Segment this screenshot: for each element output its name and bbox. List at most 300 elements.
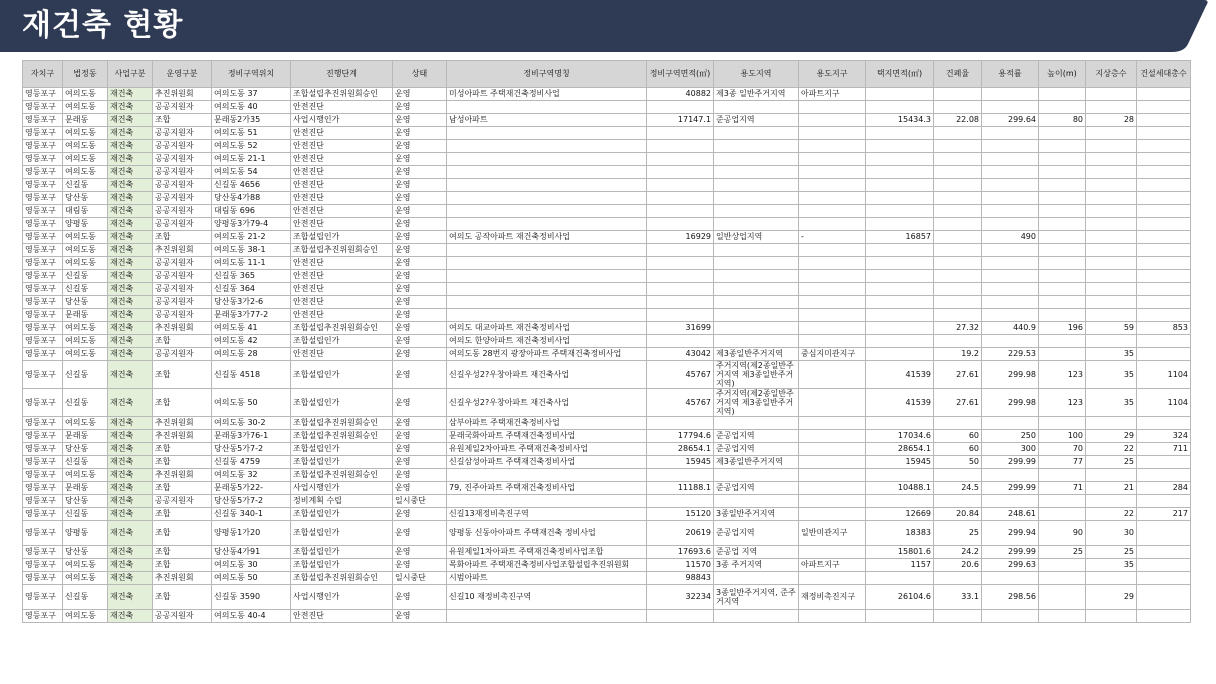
table-cell-legal-dong: 여의도동 xyxy=(63,559,108,572)
table-cell-use-zone: 제3종일반주거지역 xyxy=(714,348,799,361)
table-cell-coverage-ratio: 27.61 xyxy=(934,389,982,417)
table-cell-site-area xyxy=(866,572,934,585)
table-cell-zone-location: 여의도동 50 xyxy=(212,389,291,417)
table-row xyxy=(23,153,1191,166)
table-cell-legal-dong: 신길동 xyxy=(63,456,108,469)
table-cell-total-units xyxy=(1137,521,1191,546)
table-cell-total-units xyxy=(1137,205,1191,218)
table-cell-floors xyxy=(1086,231,1137,244)
table-cell-project-type: 재건축 xyxy=(108,430,153,443)
table-cell-legal-dong: 양평동 xyxy=(63,521,108,546)
table-cell-coverage-ratio xyxy=(934,257,982,270)
table-cell-zone-area xyxy=(647,469,714,482)
table-cell-floor-area-ratio: 250 xyxy=(982,430,1039,443)
table-cell-operation-type: 조합 xyxy=(153,456,212,469)
table-cell-floors xyxy=(1086,192,1137,205)
table-cell-zone-name: 양평동 신동아아파트 주택재건축 정비사업 xyxy=(447,521,647,546)
table-cell-use-district xyxy=(799,572,866,585)
table-cell-site-area xyxy=(866,166,934,179)
table-cell-use-district: 일반미관지구 xyxy=(799,521,866,546)
table-cell-coverage-ratio xyxy=(934,495,982,508)
table-cell-progress-stage: 안전진단 xyxy=(291,127,393,140)
column-header-zone-area: 정비구역면적(㎡) xyxy=(647,61,714,88)
table-cell-total-units xyxy=(1137,127,1191,140)
table-cell-floors xyxy=(1086,283,1137,296)
table-cell-zone-name xyxy=(447,469,647,482)
column-header-status: 상태 xyxy=(393,61,447,88)
table-row xyxy=(23,88,1191,101)
table-row xyxy=(23,231,1191,244)
table-cell-use-zone xyxy=(714,101,799,114)
table-cell-district: 영등포구 xyxy=(23,361,63,389)
table-cell-district: 영등포구 xyxy=(23,283,63,296)
table-cell-total-units xyxy=(1137,101,1191,114)
table-cell-project-type: 재건축 xyxy=(108,231,153,244)
table-cell-zone-location: 여의도동 21-2 xyxy=(212,231,291,244)
table-cell-legal-dong: 신길동 xyxy=(63,585,108,610)
table-cell-status: 운영 xyxy=(393,482,447,495)
table-row xyxy=(23,585,1191,610)
table-cell-use-zone xyxy=(714,127,799,140)
table-cell-use-zone xyxy=(714,270,799,283)
table-cell-progress-stage: 조합설립추진위원회승인 xyxy=(291,430,393,443)
table-cell-progress-stage: 안전진단 xyxy=(291,218,393,231)
table-cell-zone-area: 11570 xyxy=(647,559,714,572)
table-cell-progress-stage: 안전진단 xyxy=(291,101,393,114)
table-cell-zone-location: 여의도동 37 xyxy=(212,88,291,101)
table-cell-zone-location: 당산동4가88 xyxy=(212,192,291,205)
table-cell-use-district xyxy=(799,456,866,469)
table-cell-floors: 22 xyxy=(1086,508,1137,521)
table-cell-operation-type: 공공지원자 xyxy=(153,296,212,309)
table-cell-operation-type: 공공지원자 xyxy=(153,257,212,270)
table-cell-total-units xyxy=(1137,244,1191,257)
table-cell-zone-area: 15120 xyxy=(647,508,714,521)
table-cell-district: 영등포구 xyxy=(23,296,63,309)
table-cell-zone-location: 문래동5가22- xyxy=(212,482,291,495)
table-cell-project-type: 재건축 xyxy=(108,283,153,296)
table-cell-use-district xyxy=(799,443,866,456)
table-cell-progress-stage: 조합설립추진위원회승인 xyxy=(291,572,393,585)
table-cell-coverage-ratio xyxy=(934,244,982,257)
table-cell-zone-location: 여의도동 21-1 xyxy=(212,153,291,166)
table-cell-zone-location: 신길동 365 xyxy=(212,270,291,283)
table-row xyxy=(23,296,1191,309)
table-cell-use-zone xyxy=(714,572,799,585)
table-cell-progress-stage: 조합설립추진위원회승인 xyxy=(291,417,393,430)
table-cell-floor-area-ratio xyxy=(982,270,1039,283)
table-cell-use-zone: 제3종 일반주거지역 xyxy=(714,88,799,101)
table-cell-site-area: 10488.1 xyxy=(866,482,934,495)
table-cell-height xyxy=(1039,296,1086,309)
table-cell-project-type: 재건축 xyxy=(108,101,153,114)
table-cell-site-area xyxy=(866,469,934,482)
table-cell-zone-location: 신길동 364 xyxy=(212,283,291,296)
table-cell-floors: 59 xyxy=(1086,322,1137,335)
table-cell-use-zone xyxy=(714,205,799,218)
table-cell-legal-dong: 여의도동 xyxy=(63,572,108,585)
table-cell-floors xyxy=(1086,417,1137,430)
table-cell-floor-area-ratio xyxy=(982,469,1039,482)
table-cell-operation-type: 조합 xyxy=(153,482,212,495)
table-cell-zone-name xyxy=(447,283,647,296)
table-cell-use-zone xyxy=(714,218,799,231)
table-cell-height: 100 xyxy=(1039,430,1086,443)
table-cell-height xyxy=(1039,101,1086,114)
table-cell-district: 영등포구 xyxy=(23,389,63,417)
table-cell-project-type: 재건축 xyxy=(108,443,153,456)
table-cell-zone-name xyxy=(447,166,647,179)
table-cell-total-units xyxy=(1137,88,1191,101)
table-cell-progress-stage: 안전진단 xyxy=(291,257,393,270)
table-cell-height: 25 xyxy=(1039,546,1086,559)
table-cell-status: 운영 xyxy=(393,231,447,244)
table-cell-use-zone xyxy=(714,610,799,623)
table-cell-total-units xyxy=(1137,469,1191,482)
table-cell-use-district xyxy=(799,309,866,322)
table-cell-project-type: 재건축 xyxy=(108,521,153,546)
table-cell-status: 운영 xyxy=(393,244,447,257)
table-cell-height xyxy=(1039,572,1086,585)
table-cell-total-units xyxy=(1137,218,1191,231)
table-cell-district: 영등포구 xyxy=(23,335,63,348)
table-cell-total-units xyxy=(1137,296,1191,309)
table-row xyxy=(23,559,1191,572)
table-cell-coverage-ratio xyxy=(934,335,982,348)
table-cell-district: 영등포구 xyxy=(23,443,63,456)
table-cell-project-type: 재건축 xyxy=(108,153,153,166)
table-cell-zone-location: 여의도동 51 xyxy=(212,127,291,140)
table-cell-use-district xyxy=(799,270,866,283)
table-cell-zone-area: 11188.1 xyxy=(647,482,714,495)
table-cell-use-district xyxy=(799,469,866,482)
table-cell-floors: 29 xyxy=(1086,430,1137,443)
table-cell-use-district: - xyxy=(799,231,866,244)
table-cell-use-district xyxy=(799,322,866,335)
column-header-site-area: 택지면적(㎡) xyxy=(866,61,934,88)
table-cell-status: 운영 xyxy=(393,361,447,389)
table-cell-site-area: 28654.1 xyxy=(866,443,934,456)
table-cell-floors: 35 xyxy=(1086,361,1137,389)
table-cell-floor-area-ratio: 299.99 xyxy=(982,546,1039,559)
table-cell-status: 운영 xyxy=(393,205,447,218)
table-cell-total-units: 711 xyxy=(1137,443,1191,456)
table-cell-operation-type: 공공지원자 xyxy=(153,270,212,283)
table-cell-zone-area: 98843 xyxy=(647,572,714,585)
table-cell-use-zone xyxy=(714,296,799,309)
table-cell-operation-type: 공공지원자 xyxy=(153,309,212,322)
table-cell-site-area xyxy=(866,495,934,508)
table-cell-zone-location: 당산동5가7-2 xyxy=(212,495,291,508)
table-cell-use-district xyxy=(799,610,866,623)
table-row xyxy=(23,482,1191,495)
table-cell-zone-name: 삼부아파트 주택재건축정비사업 xyxy=(447,417,647,430)
table-cell-floor-area-ratio xyxy=(982,309,1039,322)
table-cell-height xyxy=(1039,495,1086,508)
table-cell-site-area: 15434.3 xyxy=(866,114,934,127)
table-cell-operation-type: 조합 xyxy=(153,443,212,456)
table-cell-total-units xyxy=(1137,153,1191,166)
table-row xyxy=(23,179,1191,192)
table-cell-operation-type: 공공지원자 xyxy=(153,205,212,218)
table-cell-zone-name: 79, 진주아파트 주택재건축정비사업 xyxy=(447,482,647,495)
table-cell-legal-dong: 여의도동 xyxy=(63,610,108,623)
table-cell-progress-stage: 조합설립인가 xyxy=(291,443,393,456)
table-cell-site-area: 15801.6 xyxy=(866,546,934,559)
table-cell-height: 123 xyxy=(1039,361,1086,389)
table-cell-height xyxy=(1039,127,1086,140)
table-cell-zone-name: 미성아파트 주택재건축정비사업 xyxy=(447,88,647,101)
table-cell-site-area: 41539 xyxy=(866,389,934,417)
table-cell-project-type: 재건축 xyxy=(108,88,153,101)
table-cell-zone-name: 신길13재정비촉진구역 xyxy=(447,508,647,521)
table-cell-district: 영등포구 xyxy=(23,546,63,559)
table-cell-status: 운영 xyxy=(393,546,447,559)
table-cell-site-area: 1157 xyxy=(866,559,934,572)
table-cell-coverage-ratio: 60 xyxy=(934,430,982,443)
table-cell-coverage-ratio: 22.08 xyxy=(934,114,982,127)
table-cell-progress-stage: 조합설립인가 xyxy=(291,335,393,348)
table-cell-status: 운영 xyxy=(393,585,447,610)
table-cell-use-zone: 준공업지역 xyxy=(714,482,799,495)
table-cell-zone-area xyxy=(647,244,714,257)
table-cell-use-zone xyxy=(714,153,799,166)
table-cell-coverage-ratio xyxy=(934,166,982,179)
table-cell-coverage-ratio: 25 xyxy=(934,521,982,546)
table-cell-floors xyxy=(1086,127,1137,140)
table-cell-legal-dong: 여의도동 xyxy=(63,244,108,257)
table-cell-floors: 35 xyxy=(1086,559,1137,572)
table-cell-use-zone: 주거지역(제2종일반주거지역 제3종일반주거지역) xyxy=(714,361,799,389)
table-cell-operation-type: 추진위원회 xyxy=(153,244,212,257)
table-cell-use-district xyxy=(799,205,866,218)
table-cell-floor-area-ratio xyxy=(982,610,1039,623)
table-cell-use-zone xyxy=(714,322,799,335)
table-cell-zone-location: 당산동4가91 xyxy=(212,546,291,559)
table-cell-floor-area-ratio: 248.61 xyxy=(982,508,1039,521)
table-cell-district: 영등포구 xyxy=(23,218,63,231)
table-cell-zone-name: 유원제일1차아파트 주택재건축정비사업조합 xyxy=(447,546,647,559)
table-cell-floors: 35 xyxy=(1086,389,1137,417)
table-cell-total-units xyxy=(1137,456,1191,469)
table-cell-zone-location: 여의도동 30 xyxy=(212,559,291,572)
table-cell-district: 영등포구 xyxy=(23,88,63,101)
table-cell-project-type: 재건축 xyxy=(108,192,153,205)
table-cell-zone-name xyxy=(447,179,647,192)
table-cell-zone-location: 여의도동 52 xyxy=(212,140,291,153)
table-cell-height xyxy=(1039,335,1086,348)
table-cell-site-area xyxy=(866,205,934,218)
table-cell-operation-type: 조합 xyxy=(153,335,212,348)
table-cell-floor-area-ratio: 299.94 xyxy=(982,521,1039,546)
table-cell-zone-area xyxy=(647,127,714,140)
table-cell-project-type: 재건축 xyxy=(108,322,153,335)
table-cell-progress-stage: 사업시행인가 xyxy=(291,114,393,127)
table-cell-total-units xyxy=(1137,546,1191,559)
table-cell-site-area: 26104.6 xyxy=(866,585,934,610)
table-cell-use-district xyxy=(799,335,866,348)
table-cell-operation-type: 공공지원자 xyxy=(153,153,212,166)
table-cell-coverage-ratio xyxy=(934,469,982,482)
table-cell-height xyxy=(1039,88,1086,101)
table-cell-zone-name xyxy=(447,140,647,153)
table-cell-use-district: 중심지미관지구 xyxy=(799,348,866,361)
table-cell-project-type: 재건축 xyxy=(108,572,153,585)
table-cell-height xyxy=(1039,140,1086,153)
table-cell-floor-area-ratio: 299.99 xyxy=(982,482,1039,495)
table-cell-floors: 28 xyxy=(1086,114,1137,127)
table-cell-use-district xyxy=(799,153,866,166)
table-cell-zone-location: 여의도동 38-1 xyxy=(212,244,291,257)
table-cell-progress-stage: 안전진단 xyxy=(291,140,393,153)
table-cell-height xyxy=(1039,231,1086,244)
table-cell-floor-area-ratio xyxy=(982,495,1039,508)
table-cell-zone-area xyxy=(647,166,714,179)
table-cell-zone-name: 여의도 대교아파트 재건축정비사업 xyxy=(447,322,647,335)
table-cell-legal-dong: 신길동 xyxy=(63,283,108,296)
table-cell-legal-dong: 여의도동 xyxy=(63,127,108,140)
table-cell-zone-name: 신길10 재정비촉진구역 xyxy=(447,585,647,610)
table-cell-height xyxy=(1039,244,1086,257)
table-cell-floors xyxy=(1086,166,1137,179)
table-cell-operation-type: 추진위원회 xyxy=(153,322,212,335)
table-cell-project-type: 재건축 xyxy=(108,218,153,231)
table-cell-use-district xyxy=(799,430,866,443)
table-cell-floors xyxy=(1086,179,1137,192)
table-row xyxy=(23,430,1191,443)
table-cell-district: 영등포구 xyxy=(23,205,63,218)
table-cell-zone-location: 문래동3가76-1 xyxy=(212,430,291,443)
table-cell-project-type: 재건축 xyxy=(108,335,153,348)
table-cell-coverage-ratio xyxy=(934,270,982,283)
table-cell-operation-type: 공공지원자 xyxy=(153,179,212,192)
table-cell-project-type: 재건축 xyxy=(108,495,153,508)
table-cell-coverage-ratio xyxy=(934,283,982,296)
table-cell-total-units: 853 xyxy=(1137,322,1191,335)
table-cell-use-zone: 준공업지역 xyxy=(714,430,799,443)
table-row xyxy=(23,322,1191,335)
table-row xyxy=(23,361,1191,389)
table-cell-total-units xyxy=(1137,348,1191,361)
table-cell-district: 영등포구 xyxy=(23,585,63,610)
table-cell-zone-location: 양평동3가79-4 xyxy=(212,218,291,231)
table-cell-zone-location: 문래동2가35 xyxy=(212,114,291,127)
table-cell-floors: 35 xyxy=(1086,348,1137,361)
table-cell-district: 영등포구 xyxy=(23,140,63,153)
column-header-progress-stage: 진행단계 xyxy=(291,61,393,88)
table-cell-district: 영등포구 xyxy=(23,127,63,140)
table-cell-operation-type: 공공지원자 xyxy=(153,127,212,140)
table-row xyxy=(23,495,1191,508)
table-row xyxy=(23,270,1191,283)
table-cell-use-district xyxy=(799,495,866,508)
table-cell-zone-location: 여의도동 41 xyxy=(212,322,291,335)
table-cell-use-zone xyxy=(714,244,799,257)
table-cell-district: 영등포구 xyxy=(23,192,63,205)
table-cell-site-area xyxy=(866,88,934,101)
table-cell-zone-area xyxy=(647,140,714,153)
table-cell-floors: 21 xyxy=(1086,482,1137,495)
table-cell-project-type: 재건축 xyxy=(108,348,153,361)
table-row xyxy=(23,257,1191,270)
table-cell-use-district: 아파트지구 xyxy=(799,559,866,572)
table-cell-height xyxy=(1039,309,1086,322)
table-cell-legal-dong: 여의도동 xyxy=(63,348,108,361)
table-cell-legal-dong: 여의도동 xyxy=(63,101,108,114)
table-cell-height xyxy=(1039,179,1086,192)
table-row xyxy=(23,101,1191,114)
column-header-district: 자치구 xyxy=(23,61,63,88)
column-header-floor-area-ratio: 용적률 xyxy=(982,61,1039,88)
table-cell-floor-area-ratio xyxy=(982,127,1039,140)
table-cell-progress-stage: 조합설립인가 xyxy=(291,389,393,417)
table-cell-site-area xyxy=(866,610,934,623)
table-row xyxy=(23,572,1191,585)
table-cell-floors xyxy=(1086,495,1137,508)
table-cell-total-units xyxy=(1137,610,1191,623)
table-cell-site-area xyxy=(866,270,934,283)
table-cell-status: 운영 xyxy=(393,430,447,443)
table-cell-zone-area: 17147.1 xyxy=(647,114,714,127)
table-cell-use-district: 아파트지구 xyxy=(799,88,866,101)
table-cell-total-units xyxy=(1137,140,1191,153)
table-cell-use-zone: 주거지역(제2종일반주거지역 제3종일반주거지역) xyxy=(714,389,799,417)
table-cell-floor-area-ratio: 299.98 xyxy=(982,361,1039,389)
table-cell-zone-area xyxy=(647,205,714,218)
table-cell-total-units xyxy=(1137,309,1191,322)
table-row xyxy=(23,348,1191,361)
table-cell-zone-name: 신길삼성아파트 주택재건축정비사업 xyxy=(447,456,647,469)
table-cell-use-district xyxy=(799,140,866,153)
table-cell-operation-type: 공공지원자 xyxy=(153,218,212,231)
table-cell-zone-location: 여의도동 30-2 xyxy=(212,417,291,430)
table-cell-coverage-ratio: 20.6 xyxy=(934,559,982,572)
table-cell-floors xyxy=(1086,101,1137,114)
table-cell-project-type: 재건축 xyxy=(108,508,153,521)
table-cell-use-zone xyxy=(714,283,799,296)
table-cell-zone-location: 당산동3가2-6 xyxy=(212,296,291,309)
table-cell-height xyxy=(1039,153,1086,166)
table-cell-zone-name: 여의도 공작아파트 재건축정비사업 xyxy=(447,231,647,244)
table-cell-total-units xyxy=(1137,179,1191,192)
table-cell-zone-name: 신길우성2?우창아파트 재건축사업 xyxy=(447,389,647,417)
table-cell-district: 영등포구 xyxy=(23,348,63,361)
table-cell-zone-area xyxy=(647,153,714,166)
table-cell-district: 영등포구 xyxy=(23,153,63,166)
table-cell-zone-name xyxy=(447,153,647,166)
table-cell-use-zone: 3종일반주거지역 xyxy=(714,508,799,521)
table-cell-progress-stage: 안전진단 xyxy=(291,283,393,296)
table-cell-zone-location: 여의도동 40-4 xyxy=(212,610,291,623)
table-row xyxy=(23,389,1191,417)
table-cell-use-zone xyxy=(714,417,799,430)
table-cell-district: 영등포구 xyxy=(23,270,63,283)
table-cell-zone-name xyxy=(447,610,647,623)
table-cell-site-area xyxy=(866,335,934,348)
table-cell-status: 운영 xyxy=(393,101,447,114)
table-cell-operation-type: 공공지원자 xyxy=(153,140,212,153)
table-cell-project-type: 재건축 xyxy=(108,244,153,257)
table-cell-floors xyxy=(1086,218,1137,231)
table-cell-use-district xyxy=(799,361,866,389)
table-cell-district: 영등포구 xyxy=(23,257,63,270)
table-cell-progress-stage: 안전진단 xyxy=(291,205,393,218)
table-cell-zone-location: 신길동 3590 xyxy=(212,585,291,610)
table-cell-zone-name: 유원제일2차아파트 주택재건축정비사업 xyxy=(447,443,647,456)
table-cell-use-zone xyxy=(714,192,799,205)
table-cell-progress-stage: 조합설립추진위원회승인 xyxy=(291,244,393,257)
table-cell-project-type: 재건축 xyxy=(108,482,153,495)
